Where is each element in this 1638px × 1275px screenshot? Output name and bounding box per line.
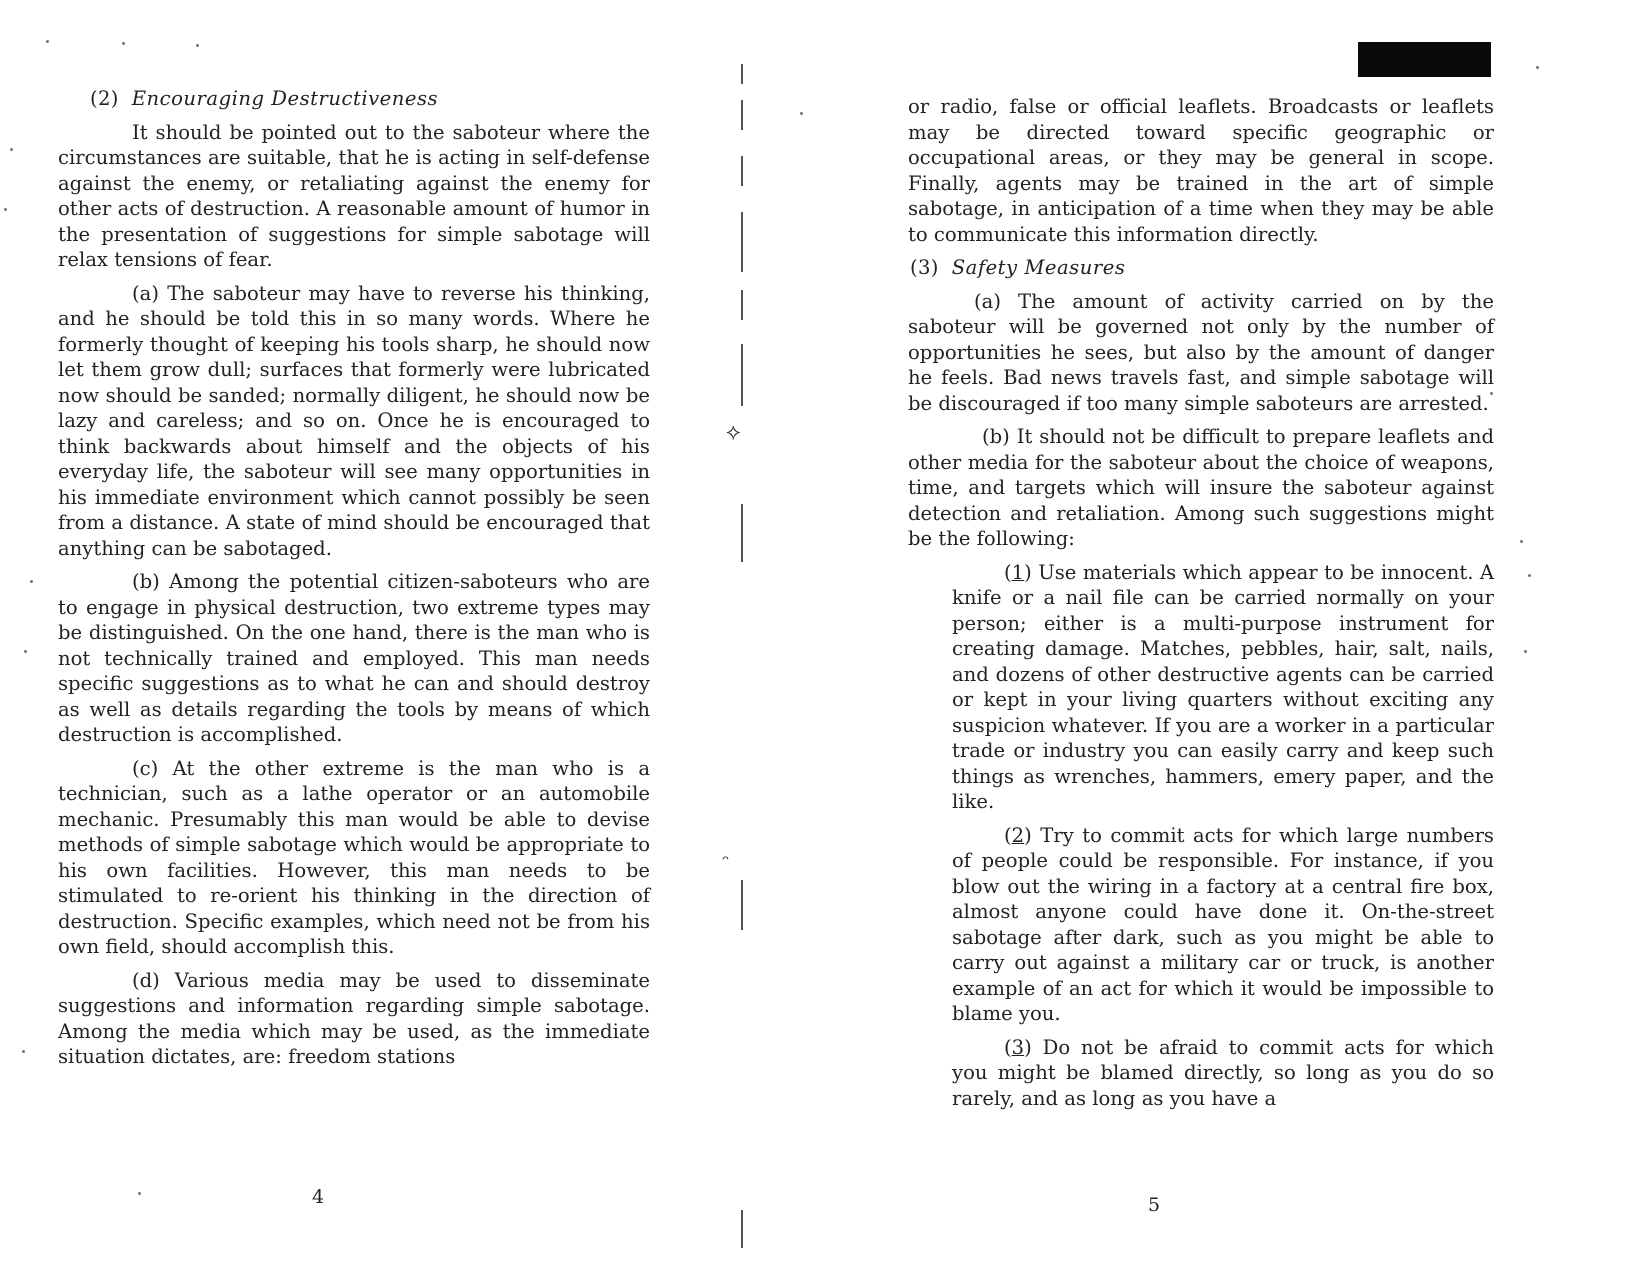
scan-speck xyxy=(10,148,13,151)
suggestion-item: (2) Try to commit acts for which large numbers of people could be responsible. For instance, if you blow out the wiring in a factory at a central fire box, almost anyone could have done it. On-the-street sabotage after dark, such as you might be able to carry out against a military car or truck, is another example of an act for which it would be impossible to blame you. xyxy=(952,823,1494,1025)
section-heading-encouraging-destructiveness xyxy=(58,86,650,112)
scan-speck xyxy=(4,208,7,211)
item-number: 1 xyxy=(1011,560,1025,584)
scan-speck xyxy=(1528,574,1531,577)
scan-speck xyxy=(1520,540,1523,543)
binding-ornament: ᵔ xyxy=(722,852,730,873)
scan-speck xyxy=(1536,66,1539,69)
scan-speck xyxy=(1524,650,1527,653)
paragraph-a: (a) The amount of activity carried on by the saboteur will be governed not only by the number of opportunities he sees, but also by the amount of danger he feels. Bad news travels fast, and simple sabotage will be discouraged if too many simple saboteurs are arrested. xyxy=(908,289,1494,415)
heading-number: (2) xyxy=(90,87,119,110)
scan-speck xyxy=(122,42,125,45)
binding-mark xyxy=(741,290,743,320)
binding-ornament: ⟡ xyxy=(726,420,741,445)
paragraph-b: (b) Among the potential citizen-saboteurs who are to engage in physical destruction, two extreme types may be distinguished. On the one hand, there is the man who is not technically trained and employed. This man needs specific suggestions as to what he can and should destroy as well as details regarding the tools by means of which destruction is accomplished. xyxy=(58,570,650,746)
binding-mark xyxy=(741,100,743,130)
item-number: 3 xyxy=(1011,1035,1025,1059)
item-text: Use materials which appear to be innocent. A knife or a nail file can be carried normally on your person; either is a multi-purpose instrument for creating damage. Matches, pebbles, hair, salt, nails, and dozens of other destructive agents can be carried or kept in your living quarters without exciting any suspicion whatever. If you are a worker in a particular trade or industry you can easily carry and keep such things as wrenches, hammers, emery paper, and the like. xyxy=(952,560,1495,813)
binding-mark xyxy=(741,504,743,562)
binding-mark xyxy=(741,344,743,406)
binding-mark xyxy=(741,212,743,272)
paragraph-c: (c) At the other extreme is the man who is a technician, such as a lathe operator or an automobile mechanic. Presumably this man would be able to devise methods of simple sabotage which would be appropriate to his own facilities. However, this man needs to be stimulated to re-orient his thinking in the direction of destruction. Specific examples, which need not be from his own field, should accomplish this. xyxy=(58,756,650,958)
page-number: 5 xyxy=(1148,1194,1161,1216)
paragraph-d: (d) Various media may be used to disseminate suggestions and information regarding simple sabotage. Among the media which may be used, as the immediate situation dictates, are: freedom stations xyxy=(58,968,650,1068)
continuation-paragraph: or radio, false or official leaflets. Broadcasts or leaflets may be directed toward specific geographic or occupational areas, or they may be general in scope. Finally, agents may be trained in the art of simple sabotage, in anticipation of a time when they may be able to communicate this information directly. xyxy=(908,95,1494,246)
scan-speck xyxy=(46,40,49,43)
item-text: Do not be afraid to commit acts for which you might be blamed directly, so long as you do so rarely, and as long as you have a xyxy=(952,1035,1494,1110)
scan-speck xyxy=(800,112,803,115)
binding-mark xyxy=(741,880,743,930)
heading-title: Encouraging Destructiveness xyxy=(131,87,439,110)
item-number: 2 xyxy=(1011,823,1025,847)
binding-mark xyxy=(741,1210,743,1248)
suggestion-item: (3) Do not be afraid to commit acts for which you might be blamed directly, so long as you do so rarely, and as long as you have a xyxy=(952,1035,1494,1110)
page-number: 4 xyxy=(312,1186,325,1208)
redaction-block xyxy=(1358,42,1491,77)
suggestion-item: (1) Use materials which appear to be innocent. A knife or a nail file can be carried normally on your person; either is a multi-purpose instrument for creating damage. Matches, pebbles, hair, salt, nails, and dozens of other destructive agents can be carried or kept in your living quarters without exciting any suspicion whatever. If you are a worker in a particular trade or industry you can easily carry and keep such things as wrenches, hammers, emery paper, and the like. xyxy=(952,560,1495,813)
right-page xyxy=(800,0,1638,1275)
binding-mark xyxy=(741,64,743,84)
item-text: Try to commit acts for which large numbers of people could be responsible. For instance, if you blow out the wiring in a factory at a central fire box, almost anyone could have done it. On-the-street sabotage after dark, such as you might be able to carry out against a military car or truck, is another example of an act for which it would be impossible to blame you. xyxy=(952,823,1494,1025)
paragraph-a: (a) The saboteur may have to reverse his thinking, and he should be told this in so many words. Where he formerly thought of keeping his tools sharp, he should now let them grow dull; surfaces that formerly were lubricated now should be sanded; normally diligent, he should now be lazy and careless; and so on. Once he is encouraged to think backwards about himself and the objects of his everyday life, the saboteur will see many opportunities in his immediate environment which cannot possibly be seen from a distance. A state of mind should be encouraged that anything can be sabotaged. xyxy=(58,281,650,560)
scan-speck xyxy=(196,44,199,47)
left-page-text xyxy=(58,86,650,1078)
right-page-text xyxy=(908,94,1494,1119)
binding-mark xyxy=(741,156,743,186)
scan-speck xyxy=(24,650,27,653)
heading-number: (3) xyxy=(910,256,939,279)
left-page xyxy=(0,0,790,1275)
scan-speck xyxy=(30,580,33,583)
heading-title: Safety Measures xyxy=(951,256,1126,279)
paragraph-b: (b) It should not be difficult to prepare leaflets and other media for the saboteur about the choice of weapons, time, and targets which will insure the saboteur against detection and retaliation. Among such suggestions might be the following: xyxy=(908,425,1494,550)
intro-paragraph: It should be pointed out to the saboteur where the circumstances are suitable, that he is acting in self-defense against the enemy, or retaliating against the enemy for other acts of destruction. A reasonable amount of humor in the presentation of suggestions for simple sabotage will relax tensions of fear. xyxy=(58,120,650,271)
section-heading-safety-measures xyxy=(908,255,1494,281)
suggestion-list xyxy=(952,560,1494,1112)
scan-speck xyxy=(22,1050,25,1053)
scan-speck xyxy=(1490,392,1493,395)
scan-speck xyxy=(138,1192,141,1195)
